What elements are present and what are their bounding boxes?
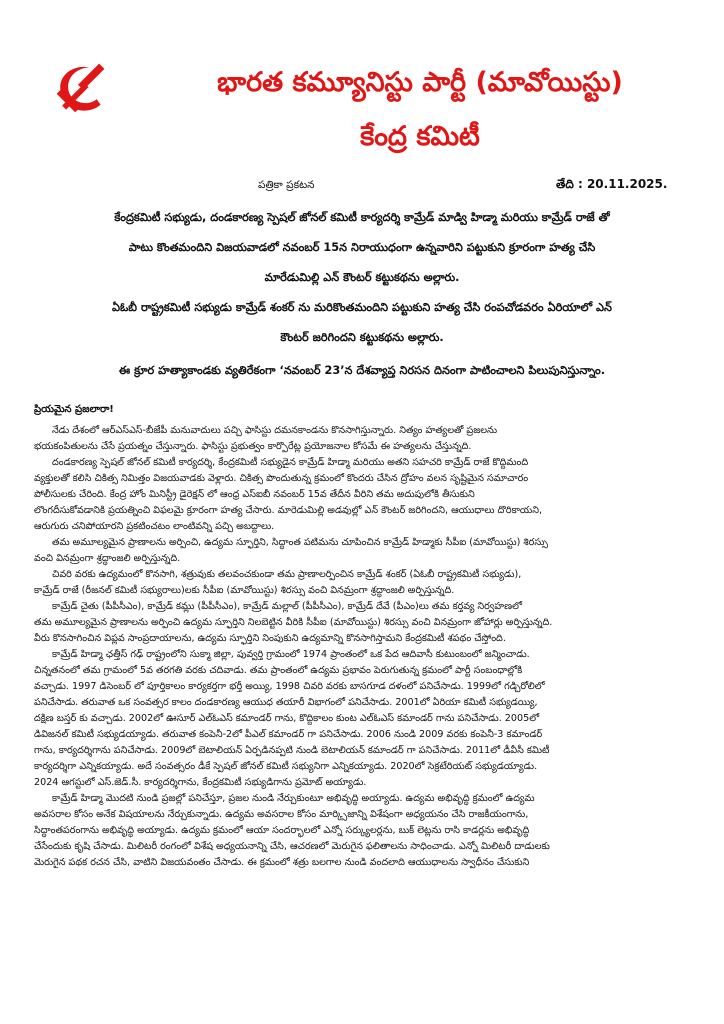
body-line: కామ్రేడ్ రాజే (రీజనల్ కమిటీ సభ్యురాలు)లకు సీపీఐ (మావోయిస్టు) శిరస్సు వంచి వినమ్రంగా శ్రద్ధాంజలి అర్పిస్తున్నది.	[34, 585, 455, 596]
headline-line: కేంద్రకమిటీ సభ్యుడు, దండకారణ్య స్పెషల్ జోనల్ కమిటీ కార్యదర్శి కామ్రేడ్ మాడ్వి హిడ్మా మరియు కామ్రేడ్ రాజే తో	[114, 211, 610, 224]
body-line: పోలీసులకు చేరింది. కేంద్ర హోం మినిస్ట్రీ డైరెక్షన్ లో ఆంధ్ర ఎస్ఐబీ నవంబర్ 15వ తేదీన వీరిని తమ అదుపులోకి తీసుకుని	[34, 489, 475, 500]
press-release-label: పత్రికా ప్రకటన	[258, 179, 315, 191]
body-line: వ్యక్తులతో కలిసి చికిత్స నిమిత్తం విజయవాడకు వెళ్లారు. చికిత్స పొందుతున్న క్రమంలో కొందరు చేసిన ద్రోహం వలన సృష్టిమైన సమాచారం	[34, 473, 529, 484]
headline-line: పాటు కొంతమందిని విజయవాడలో నవంబర్ 15న నిరాయుధంగా ఉన్నవారిని పట్టుకుని క్రూరంగా హత్య చేసి	[128, 241, 596, 254]
headline-line: కౌంటర్ జరిగిందని కట్టుకథను అల్లారు.	[280, 331, 444, 344]
body-line: కామ్రేడ్ హిడ్మా మొదటి నుండి ప్రజల్లో పనిచేస్తూ, ప్రజల నుండి నేర్చుకుంటూ అభివృద్ధి అయ్యాడు. ఉద్యమ అభివృద్ధి క్రమంలో ఉద్యమ	[52, 793, 535, 804]
body-line: తమ అమూల్యమైన ప్రాణాలను అర్పించి, ఉద్యమ స్ఫూర్తిని, సిద్ధాంత పటిమను చూపించిన కామ్రేడ్ హిడ్మాకు సీపీఐ (మావోయిస్టు) శిరస్సు	[52, 537, 548, 548]
body-line: కామ్రేడ్ హిడ్మా ఛత్తీస్ గఢ్ రాష్ట్రంలోని సుక్మా జిల్లా, పువ్వర్తి గ్రామంలో 1974 ప్రాంతంలో ఒక పేద ఆదివాసీ కుటుంబంలో జన్మించాడు.	[52, 649, 530, 660]
body-line: అవసరాల కోసం అనేక విషయాలను నేర్చుకున్నాడు. ఉద్యమ అవసరాల కోసం మార్క్సిజాన్ని విశేషంగా అధ్యయనం చేసి రాజకీయంగాను,	[34, 809, 529, 820]
body-line: భయకంపితులను చేసే ప్రయత్నం చేస్తున్నారు. ఫాసిస్టు ప్రభుత్వం కార్పొరేట్ల ప్రయోజనాల కోసమే ఈ హత్యలను చేస్తున్నది.	[34, 441, 472, 452]
headline-line: ఈ క్రూర హత్యాకాండకు వ్యతిరేకంగా ‘నవంబర్ 23’న దేశవ్యాప్త నిరసన దినంగా పాటించాలని పిలుపునిస్తున్నాం.	[118, 364, 606, 377]
body-line: ఆరుగురు చనిపోయారని ప్రకటించటం లాంటివన్ని పచ్చి అబద్దాలు.	[34, 521, 275, 532]
body-line: దండకారణ్య స్పెషల్ జోనల్ కమిటీ కార్యదర్శి, కేంద్రకమిటీ సభ్యుడైన కామ్రేడ్ హిడ్మా మరియు అతని సహచరి కామ్రేడ్ రాజే కొద్దిమంది	[52, 457, 529, 468]
party-title: భారత కమ్యూనిస్టు పార్టీ (మావోయిస్టు)	[217, 67, 623, 98]
headline-line: మారేడుమిల్లి ఎన్ కౌంటర్ కట్టుకథను అల్లారు.	[264, 271, 460, 284]
body-line: వీరు కొనసాగించిన విప్లవ సాంప్రదాయాలను, ఉద్యమ స్ఫూర్తిని నింపుకుని ఉద్యమాన్ని కొనసాగిస్తామని కేంద్రకమిటీ శపథం చేస్తోంది.	[34, 633, 506, 644]
body-line: తమ అమూల్యమైన ప్రాణాలను అర్పించి ఉద్యమ స్ఫూర్తిని నిలబెట్టిన వీరికి సీపీఐ (మావోయిస్టు) శిరస్సు వంచి వినమ్రంగా జోహార్లు అర్పిస్తున్నది.	[34, 617, 553, 628]
headline-line: ఏఓబీ రాష్ట్రకమిటీ సభ్యుడు కామ్రేడ్ శంకర్ ను మరికొంతమందిని పట్టుకుని హత్య చేసి రంపచోడవరం ఏరియాలో ఎన్	[112, 301, 612, 314]
body-line: గాను, కార్యదర్శిగాను పనిచేసాడు. 2009లో బెటాలియన్ ఏర్పడినప్పటి నుండి బెటాలియన్ కమాండర్ గా పనిచేసాడు. 2011లో డీవీసీ కమిటీ	[34, 745, 550, 756]
body-line: చివరి వరకు ఉద్యమంలో కొనసాగి, శత్రువుకు తలవంచకుండా తమ ప్రాణాలర్పించిన కామ్రేడ్ శంకర్ (ఏఓబీ రాష్ట్రకమిటీ సభ్యుడు),	[52, 569, 522, 580]
body-line: వచ్చాడు. 1997 డిసెంబర్ లో పూర్తికాలం కార్యకర్తగా భర్తీ అయ్యి, 1998 చివరి వరకు బాసగూడ దళంలో పనిచేసాడు. 1999లో గడ్చిరోలిలో	[34, 681, 545, 692]
committee-subtitle: కేంద్ర కమిటీ	[360, 121, 480, 152]
body-line: వంచి వినమ్రంగా శ్రద్ధాంజలి అర్పిస్తున్నది.	[34, 553, 181, 564]
body-line: చిన్నతనంలో తమ గ్రామంలో 5వ తరగతి వరకు చదివాడు. తమ ప్రాంతంలో ఉద్యమ ప్రభావం పెరుగుతున్న క్రమంలో పార్టీ సంబంధాల్లోకి	[34, 665, 523, 676]
release-date: తేది : 20.11.2025.	[556, 177, 668, 191]
body-line: డివిజనల్ కమిటీ సభ్యుడయ్యాడు. తరువాత కంపెనీ-2లో పీఎల్ కమాండర్ గా పనిచేసాడు. 2006 నుండి 2009 వరకు కంపెనీ-3 కమాండర్	[34, 729, 543, 740]
body-line: నేడు దేశంలో ఆర్ఎస్ఎస్-బీజేపీ మనువాదులు పచ్చి ఫాసిస్టు దమనకాండను కొనసాగిస్తున్నారు. నిత్యం హత్యలతో ప్రజలను	[52, 425, 498, 436]
hammer-sickle-icon	[52, 60, 108, 116]
body-line: సిద్ధాంతపరంగాను అభివృద్ధి అయ్యాడు. ఉద్యమ క్రమంలో ఆయా సందర్భాలలో ఎన్నో సర్క్యులర్లను, బుక్ లెట్లను రాసి కాడర్లను అభివృద్ధి	[34, 825, 530, 836]
body-line: కార్యదర్శిగా ఎన్నికయ్యాడు. అదే సంవత్సరం డీకే స్పెషల్ జోనల్ కమిటీ సభ్యునిగా ఎన్నికయ్యాడు. 2020లో సెక్రటేరియట్ సభ్యుడయ్యాడు.	[34, 761, 538, 772]
greeting: ప్రియమైన ప్రజలారా!	[34, 404, 114, 415]
body-line: మెరుగైన పథక రచన చేసి, వాటిని విజయవంతం చేసాడు. ఈ క్రమంలో శత్రు బలగాల నుండి వందలాది ఆయుధాలను స్వాధీనం చేసుకుని	[34, 857, 530, 868]
body-line: 2024 ఆగస్టులో ఎస్.జెడ్.సీ. కార్యదర్శిగాను, కేంద్రకమిటీ సభ్యుడిగాను ప్రమోట్ అయ్యాడు.	[34, 777, 367, 788]
body-line: పనిచేసాడు. తరువాత ఒక సంవత్సర కాలం దండకారణ్య ఆయుధ తయారీ విభాగంలో పనిచేసాడు. 2001లో ఏరియా కమిటీ సభ్యుడయ్యి,	[34, 697, 538, 708]
body-line: కామ్రేడ్ చైతు (పీపీసీఎం), కామ్రేడ్ కమ్లు (పీపీసీఎం), కామ్రేడ్ మల్లాల్ (పీపీసీఎం), కామ్రేడ్ దేవే (పీఎం)లు తమ కర్తవ్య నిర్వహణలో	[52, 601, 522, 612]
body-line: లొంగదీసుకోవడానికి ప్రయత్నించి విఫలమై క్రూరంగా హత్య చేసారు. మారెడుమిల్లి అడవుల్లో ఎన్ కౌంటర్ జరిగిందని, ఆయుధాలు దొరికాయని,	[34, 505, 543, 516]
body-line: దక్షిణ బస్తర్ కు వచ్చాడు. 2002లో ఊసూర్ ఎల్ఓఎస్ కమాండర్ గాను, కొద్దికాలం కుంట ఎల్ఓఎస్ కమాండర్ గాను పనిచేసాడు. 2005లో	[34, 713, 540, 724]
body-line: చేసేందుకు కృషి చేసాడు. మిలిటరీ రంగంలో విశేష అధ్యయనాన్ని చేసి, ఆచరణలో మెరుగైన ఫలితాలను సాధించాడు. ఎన్నో మిలిటరీ దాడులకు	[34, 841, 550, 852]
